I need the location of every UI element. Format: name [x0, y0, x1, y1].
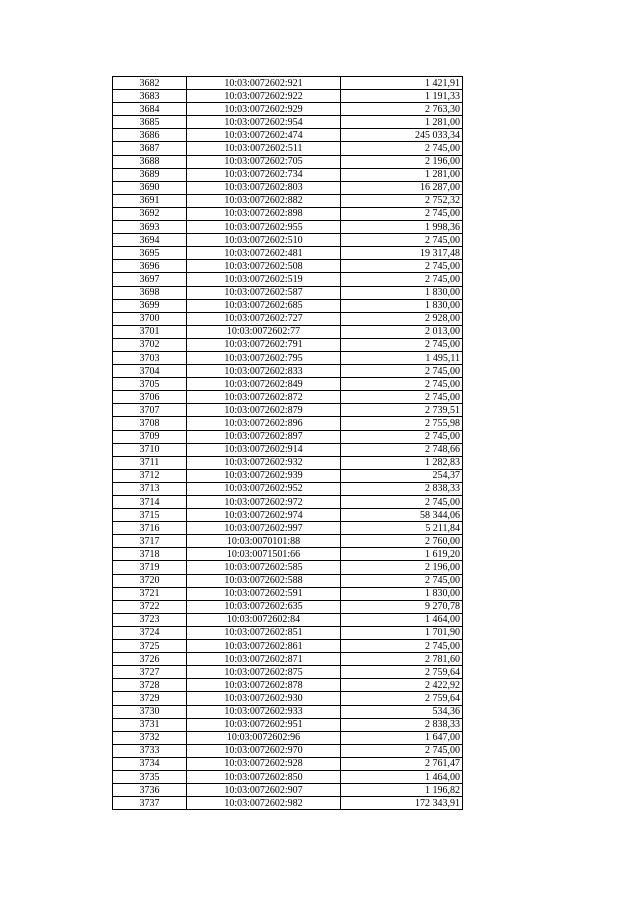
- amount-cell: 172 343,91: [341, 797, 463, 810]
- amount-cell: 5 211,84: [341, 522, 463, 535]
- amount-cell: 2 761,47: [341, 757, 463, 770]
- table-row: [113, 299, 463, 312]
- table-row: [113, 391, 463, 404]
- table-row: [113, 718, 463, 731]
- cadastral-number-cell: 10:03:0072602:77: [187, 325, 341, 338]
- cadastral-number-cell: 10:03:0072602:588: [187, 574, 341, 587]
- row-number-cell: 3734: [113, 757, 187, 770]
- cadastral-number-cell: 10:03:0072602:896: [187, 417, 341, 430]
- table-row: [113, 417, 463, 430]
- parcel-table-body: [113, 77, 463, 810]
- cadastral-number-cell: 10:03:0072602:84: [187, 613, 341, 626]
- cadastral-number-cell: 10:03:0072602:587: [187, 286, 341, 299]
- amount-cell: 2 745,00: [341, 391, 463, 404]
- row-number-cell: 3690: [113, 181, 187, 194]
- amount-cell: 2 763,30: [341, 103, 463, 116]
- row-number-cell: 3689: [113, 168, 187, 181]
- amount-cell: 19 317,48: [341, 247, 463, 260]
- amount-cell: 1 464,00: [341, 613, 463, 626]
- row-number-cell: 3706: [113, 391, 187, 404]
- row-number-cell: 3686: [113, 129, 187, 142]
- cadastral-number-cell: 10:03:0072602:849: [187, 378, 341, 391]
- row-number-cell: 3727: [113, 666, 187, 679]
- amount-cell: 2 745,00: [341, 365, 463, 378]
- cadastral-number-cell: 10:03:0072602:954: [187, 116, 341, 129]
- parcel-table: [112, 76, 463, 810]
- row-number-cell: 3723: [113, 613, 187, 626]
- table-row: [113, 260, 463, 273]
- row-number-cell: 3698: [113, 286, 187, 299]
- table-row: [113, 456, 463, 469]
- cadastral-number-cell: 10:03:0072602:933: [187, 705, 341, 718]
- table-row: [113, 247, 463, 260]
- table-row: [113, 744, 463, 757]
- table-row: [113, 378, 463, 391]
- amount-cell: 2 745,00: [341, 744, 463, 757]
- row-number-cell: 3696: [113, 260, 187, 273]
- table-row: [113, 103, 463, 116]
- amount-cell: 2 755,98: [341, 417, 463, 430]
- amount-cell: 1 281,00: [341, 116, 463, 129]
- amount-cell: 2 422,92: [341, 679, 463, 692]
- amount-cell: 2 838,33: [341, 718, 463, 731]
- table-row: [113, 443, 463, 456]
- amount-cell: 2 739,51: [341, 404, 463, 417]
- table-row: [113, 116, 463, 129]
- cadastral-number-cell: 10:03:0072602:955: [187, 221, 341, 234]
- table-row: [113, 482, 463, 495]
- cadastral-number-cell: 10:03:0072602:474: [187, 129, 341, 142]
- cadastral-number-cell: 10:03:0072602:997: [187, 522, 341, 535]
- amount-cell: 2 838,33: [341, 482, 463, 495]
- amount-cell: 9 270,78: [341, 600, 463, 613]
- amount-cell: 2 759,64: [341, 666, 463, 679]
- amount-cell: 254,37: [341, 469, 463, 482]
- row-number-cell: 3708: [113, 417, 187, 430]
- amount-cell: 1 191,33: [341, 90, 463, 103]
- table-row: [113, 207, 463, 220]
- amount-cell: 2 196,00: [341, 155, 463, 168]
- row-number-cell: 3691: [113, 194, 187, 207]
- amount-cell: 1 464,00: [341, 770, 463, 783]
- row-number-cell: 3701: [113, 325, 187, 338]
- row-number-cell: 3682: [113, 77, 187, 90]
- table-row: [113, 430, 463, 443]
- row-number-cell: 3683: [113, 90, 187, 103]
- amount-cell: 1 647,00: [341, 731, 463, 744]
- table-row: [113, 234, 463, 247]
- cadastral-number-cell: 10:03:0072602:519: [187, 273, 341, 286]
- amount-cell: 1 830,00: [341, 299, 463, 312]
- table-row: [113, 90, 463, 103]
- row-number-cell: 3688: [113, 155, 187, 168]
- cadastral-number-cell: 10:03:0072602:481: [187, 247, 341, 260]
- row-number-cell: 3710: [113, 443, 187, 456]
- cadastral-number-cell: 10:03:0072602:591: [187, 587, 341, 600]
- row-number-cell: 3718: [113, 548, 187, 561]
- row-number-cell: 3717: [113, 535, 187, 548]
- table-row: [113, 273, 463, 286]
- cadastral-number-cell: 10:03:0072602:970: [187, 744, 341, 757]
- row-number-cell: 3684: [113, 103, 187, 116]
- row-number-cell: 3725: [113, 640, 187, 653]
- table-row: [113, 469, 463, 482]
- row-number-cell: 3719: [113, 561, 187, 574]
- amount-cell: 2 759,64: [341, 692, 463, 705]
- cadastral-number-cell: 10:03:0072602:791: [187, 338, 341, 351]
- amount-cell: 2 781,60: [341, 653, 463, 666]
- cadastral-number-cell: 10:03:0072602:878: [187, 679, 341, 692]
- row-number-cell: 3728: [113, 679, 187, 692]
- table-row: [113, 77, 463, 90]
- cadastral-number-cell: 10:03:0072602:96: [187, 731, 341, 744]
- cadastral-number-cell: 10:03:0072602:685: [187, 299, 341, 312]
- amount-cell: 2 745,00: [341, 338, 463, 351]
- row-number-cell: 3724: [113, 626, 187, 639]
- row-number-cell: 3705: [113, 378, 187, 391]
- amount-cell: 1 701,90: [341, 626, 463, 639]
- amount-cell: 2 745,00: [341, 640, 463, 653]
- table-row: [113, 129, 463, 142]
- table-row: [113, 509, 463, 522]
- row-number-cell: 3715: [113, 509, 187, 522]
- amount-cell: 2 928,00: [341, 312, 463, 325]
- row-number-cell: 3713: [113, 482, 187, 495]
- cadastral-number-cell: 10:03:0072602:928: [187, 757, 341, 770]
- cadastral-number-cell: 10:03:0072602:871: [187, 653, 341, 666]
- cadastral-number-cell: 10:03:0072602:872: [187, 391, 341, 404]
- table-row: [113, 194, 463, 207]
- table-row: [113, 731, 463, 744]
- table-row: [113, 679, 463, 692]
- cadastral-number-cell: 10:03:0072602:921: [187, 77, 341, 90]
- cadastral-number-cell: 10:03:0072602:939: [187, 469, 341, 482]
- cadastral-number-cell: 10:03:0072602:882: [187, 194, 341, 207]
- table-row: [113, 561, 463, 574]
- table-row: [113, 705, 463, 718]
- amount-cell: 2 745,00: [341, 142, 463, 155]
- row-number-cell: 3707: [113, 404, 187, 417]
- cadastral-number-cell: 10:03:0072602:508: [187, 260, 341, 273]
- cadastral-number-cell: 10:03:0072602:833: [187, 365, 341, 378]
- cadastral-number-cell: 10:03:0072602:635: [187, 600, 341, 613]
- cadastral-number-cell: 10:03:0072602:898: [187, 207, 341, 220]
- row-number-cell: 3702: [113, 338, 187, 351]
- cadastral-number-cell: 10:03:0072602:951: [187, 718, 341, 731]
- cadastral-number-cell: 10:03:0072602:982: [187, 797, 341, 810]
- amount-cell: 1 282,83: [341, 456, 463, 469]
- table-row: [113, 365, 463, 378]
- row-number-cell: 3737: [113, 797, 187, 810]
- row-number-cell: 3735: [113, 770, 187, 783]
- row-number-cell: 3714: [113, 496, 187, 509]
- row-number-cell: 3687: [113, 142, 187, 155]
- row-number-cell: 3699: [113, 299, 187, 312]
- amount-cell: 2 745,00: [341, 207, 463, 220]
- cadastral-number-cell: 10:03:0072602:932: [187, 456, 341, 469]
- amount-cell: 1 281,00: [341, 168, 463, 181]
- table-row: [113, 142, 463, 155]
- row-number-cell: 3730: [113, 705, 187, 718]
- cadastral-number-cell: 10:03:0072602:929: [187, 103, 341, 116]
- row-number-cell: 3726: [113, 653, 187, 666]
- amount-cell: 245 033,34: [341, 129, 463, 142]
- cadastral-number-cell: 10:03:0072602:734: [187, 168, 341, 181]
- row-number-cell: 3721: [113, 587, 187, 600]
- cadastral-number-cell: 10:03:0072602:972: [187, 496, 341, 509]
- row-number-cell: 3703: [113, 351, 187, 364]
- table-row: [113, 155, 463, 168]
- row-number-cell: 3694: [113, 234, 187, 247]
- row-number-cell: 3711: [113, 456, 187, 469]
- table-row: [113, 640, 463, 653]
- table-row: [113, 613, 463, 626]
- cadastral-number-cell: 10:03:0072602:861: [187, 640, 341, 653]
- amount-cell: 2 760,00: [341, 535, 463, 548]
- table-row: [113, 221, 463, 234]
- cadastral-number-cell: 10:03:0072602:897: [187, 430, 341, 443]
- amount-cell: 2 745,00: [341, 260, 463, 273]
- row-number-cell: 3736: [113, 784, 187, 797]
- table-row: [113, 286, 463, 299]
- table-row: [113, 784, 463, 797]
- cadastral-number-cell: 10:03:0072602:727: [187, 312, 341, 325]
- amount-cell: 2 745,00: [341, 273, 463, 286]
- table-row: [113, 797, 463, 810]
- row-number-cell: 3712: [113, 469, 187, 482]
- table-row: [113, 653, 463, 666]
- cadastral-number-cell: 10:03:0072602:930: [187, 692, 341, 705]
- cadastral-number-cell: 10:03:0070101:88: [187, 535, 341, 548]
- table-row: [113, 574, 463, 587]
- amount-cell: 2 196,00: [341, 561, 463, 574]
- row-number-cell: 3700: [113, 312, 187, 325]
- row-number-cell: 3720: [113, 574, 187, 587]
- table-row: [113, 351, 463, 364]
- table-row: [113, 666, 463, 679]
- row-number-cell: 3697: [113, 273, 187, 286]
- amount-cell: 1 998,36: [341, 221, 463, 234]
- table-row: [113, 626, 463, 639]
- amount-cell: 2 745,00: [341, 234, 463, 247]
- row-number-cell: 3693: [113, 221, 187, 234]
- table-row: [113, 600, 463, 613]
- amount-cell: 2 745,00: [341, 430, 463, 443]
- cadastral-number-cell: 10:03:0072602:922: [187, 90, 341, 103]
- row-number-cell: 3692: [113, 207, 187, 220]
- table-row: [113, 404, 463, 417]
- amount-cell: 1 421,91: [341, 77, 463, 90]
- amount-cell: 2 745,00: [341, 574, 463, 587]
- table-row: [113, 312, 463, 325]
- row-number-cell: 3731: [113, 718, 187, 731]
- table-row: [113, 522, 463, 535]
- row-number-cell: 3695: [113, 247, 187, 260]
- table-row: [113, 548, 463, 561]
- amount-cell: 2 013,00: [341, 325, 463, 338]
- amount-cell: 16 287,00: [341, 181, 463, 194]
- table-row: [113, 181, 463, 194]
- cadastral-number-cell: 10:03:0072602:851: [187, 626, 341, 639]
- table-row: [113, 496, 463, 509]
- cadastral-number-cell: 10:03:0072602:952: [187, 482, 341, 495]
- table-row: [113, 770, 463, 783]
- cadastral-number-cell: 10:03:0072602:974: [187, 509, 341, 522]
- row-number-cell: 3685: [113, 116, 187, 129]
- cadastral-number-cell: 10:03:0072602:585: [187, 561, 341, 574]
- cadastral-number-cell: 10:03:0071501:66: [187, 548, 341, 561]
- cadastral-number-cell: 10:03:0072602:914: [187, 443, 341, 456]
- amount-cell: 1 196,82: [341, 784, 463, 797]
- row-number-cell: 3716: [113, 522, 187, 535]
- amount-cell: 2 752,32: [341, 194, 463, 207]
- table-row: [113, 692, 463, 705]
- amount-cell: 1 619,20: [341, 548, 463, 561]
- table-row: [113, 757, 463, 770]
- cadastral-number-cell: 10:03:0072602:795: [187, 351, 341, 364]
- row-number-cell: 3729: [113, 692, 187, 705]
- row-number-cell: 3733: [113, 744, 187, 757]
- table-row: [113, 338, 463, 351]
- amount-cell: 1 830,00: [341, 286, 463, 299]
- table-row: [113, 587, 463, 600]
- amount-cell: 2 745,00: [341, 496, 463, 509]
- cadastral-number-cell: 10:03:0072602:705: [187, 155, 341, 168]
- amount-cell: 1 830,00: [341, 587, 463, 600]
- table-row: [113, 325, 463, 338]
- amount-cell: 58 344,06: [341, 509, 463, 522]
- amount-cell: 534,36: [341, 705, 463, 718]
- cadastral-number-cell: 10:03:0072602:511: [187, 142, 341, 155]
- amount-cell: 1 495,11: [341, 351, 463, 364]
- cadastral-number-cell: 10:03:0072602:510: [187, 234, 341, 247]
- amount-cell: 2 745,00: [341, 378, 463, 391]
- row-number-cell: 3709: [113, 430, 187, 443]
- amount-cell: 2 748,66: [341, 443, 463, 456]
- row-number-cell: 3704: [113, 365, 187, 378]
- cadastral-number-cell: 10:03:0072602:879: [187, 404, 341, 417]
- cadastral-number-cell: 10:03:0072602:875: [187, 666, 341, 679]
- row-number-cell: 3732: [113, 731, 187, 744]
- cadastral-number-cell: 10:03:0072602:850: [187, 770, 341, 783]
- table-row: [113, 168, 463, 181]
- table-row: [113, 535, 463, 548]
- row-number-cell: 3722: [113, 600, 187, 613]
- cadastral-number-cell: 10:03:0072602:803: [187, 181, 341, 194]
- cadastral-number-cell: 10:03:0072602:907: [187, 784, 341, 797]
